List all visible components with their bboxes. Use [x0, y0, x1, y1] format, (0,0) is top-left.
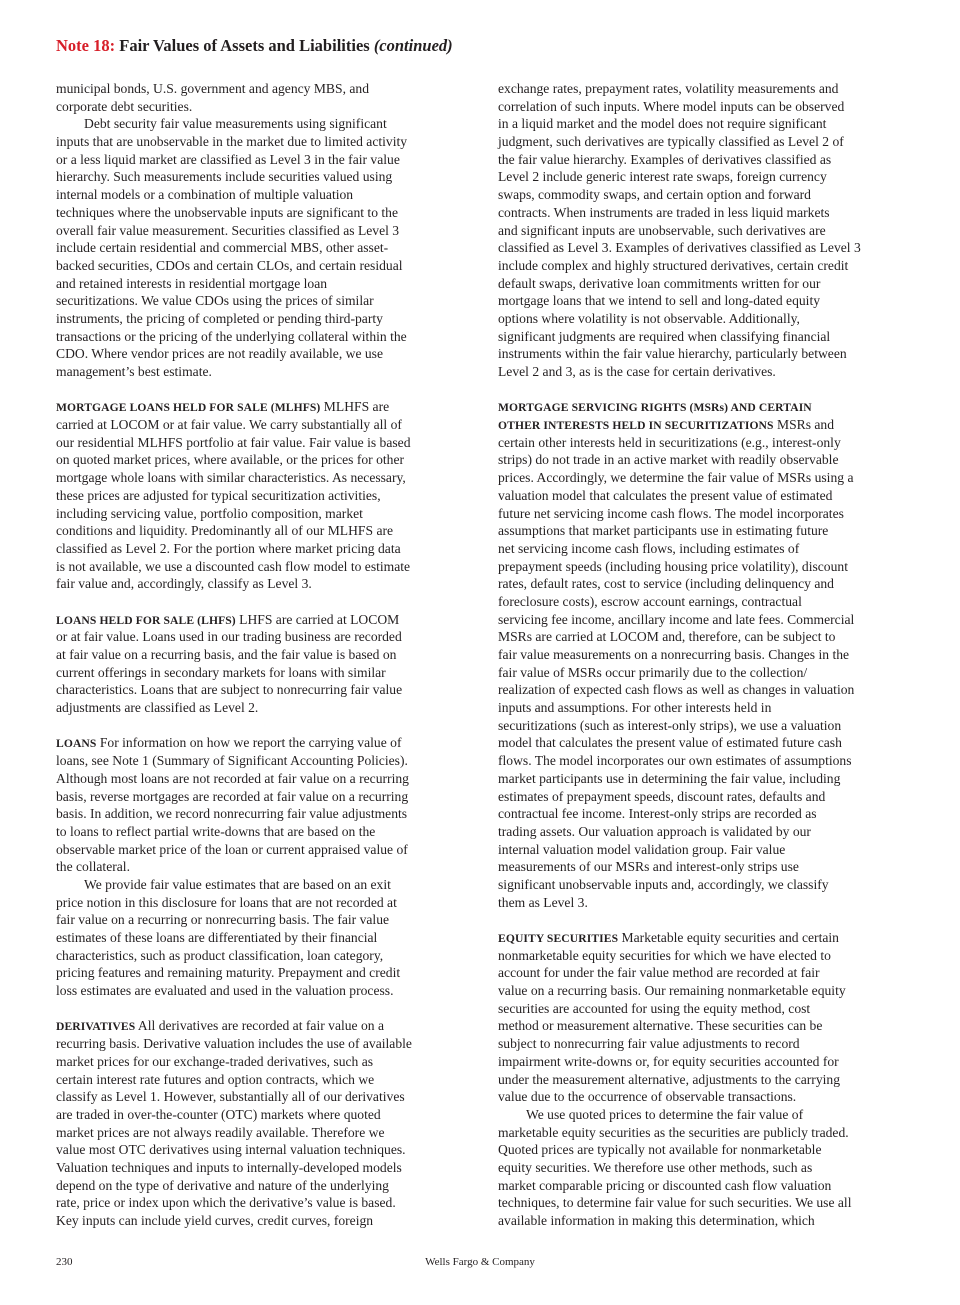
text-line: our residential MLHFS portfolio at fair value. Fair value is based	[56, 434, 411, 450]
text-line: account for under the fair value method are recorded at fair	[498, 965, 820, 981]
section-text: MSRs and	[773, 417, 835, 433]
section-first-line	[56, 734, 460, 752]
note-number: Note 18:	[56, 36, 116, 55]
text-line: on quoted market prices, where available, or the prices for other	[56, 452, 405, 468]
section-heading: MORTGAGE SERVICING RIGHTS (MSRs) AND CERTAIN	[498, 401, 812, 415]
text-line: basis, reverse mortgages are recorded at fair value on a recurring	[56, 788, 409, 804]
text-line: and retained interests in residential mortgage loan	[56, 275, 328, 291]
text-line: contracts. When instruments are traded in less liquid markets	[498, 204, 830, 220]
text-line: We use quoted prices to determine the fair value of	[526, 1106, 804, 1122]
section-text: For information on how we report the carrying value of	[96, 735, 402, 751]
text-line: or a less liquid market are classified as Level 3 in the fair value	[56, 151, 400, 167]
text-line: future net servicing income cash flows. The model incorporates	[498, 505, 844, 521]
right-column	[498, 80, 902, 1230]
section-first-line	[498, 929, 902, 947]
text-line: available information in making this determination, which	[498, 1213, 815, 1228]
text-line: securitizations. We value CDOs using the prices of similar	[56, 293, 374, 309]
left-column	[56, 80, 460, 1230]
text-line: market prices for our exchange-traded derivatives, such as	[56, 1053, 374, 1069]
text-line: management’s best estimate.	[56, 364, 212, 379]
section-text: LHFS are carried at LOCOM	[235, 611, 400, 627]
text-line: fair value on a recurring or nonrecurring basis. The fair value	[56, 912, 390, 928]
section-equity	[498, 929, 902, 1230]
note-continued: (continued)	[373, 36, 453, 55]
section-body	[56, 416, 460, 593]
text-line: fair value and, accordingly, classify as Level 3.	[56, 576, 312, 592]
text-line: options where volatility is not observable. Additionally,	[498, 310, 800, 326]
text-line: flows. The model incorporates our own estimates of assumptions	[498, 753, 852, 769]
page-number: 230	[56, 1256, 73, 1268]
text-line: the collateral.	[56, 859, 130, 875]
spacer	[56, 717, 460, 735]
text-line: contractual fee income. Interest-only strips are recorded as	[498, 806, 817, 822]
text-line: hierarchy. Such measurements include securities valued using	[56, 169, 393, 185]
text-line: MSRs are carried at LOCOM and, therefore, can be subject to	[498, 629, 836, 645]
text-line: Key inputs can include yield curves, credit curves, foreign	[56, 1213, 374, 1228]
text-line: classify as Level 1. However, substantially all of our derivatives	[56, 1089, 405, 1105]
text-line: loss estimates are evaluated and used in the valuation process.	[56, 983, 394, 999]
text-line: significant judgments are required when classifying financial	[498, 328, 831, 344]
text-line: nonmarketable equity securities for which we have elected to	[498, 947, 831, 963]
section-derivatives	[56, 1017, 460, 1229]
text-line: correlation of such inputs. Where model inputs can be observed	[498, 98, 845, 114]
text-line: internal valuation model validation group. Fair value	[498, 841, 786, 857]
text-line: Valuation techniques and inputs to internally-developed models	[56, 1159, 402, 1175]
text-line: pricing features and remaining maturity. Prepayment and credit	[56, 965, 401, 981]
text-line: model that calculates the present value of estimated future cash	[498, 735, 842, 751]
text-line: mortgage whole loans with similar characteristics. As necessary,	[56, 470, 406, 486]
text-line: to loans to reflect partial write-downs that are based on the	[56, 823, 376, 839]
section-loans	[56, 734, 460, 999]
section-first-line	[56, 611, 460, 629]
section-body	[56, 628, 460, 716]
text-line: mortgage loans that we intend to sell and long-dated equity	[498, 293, 821, 309]
text-line: default swaps, derivative loan commitments written for our	[498, 275, 821, 291]
section-heading: DERIVATIVES	[56, 1020, 136, 1034]
text-line: and significant inputs are unobservable, such derivatives are	[498, 222, 826, 238]
text-line: inputs and assumptions. For other interests held in	[498, 700, 772, 716]
text-line: value on a recurring basis. Our remaining nonmarketable equity	[498, 983, 846, 999]
text-line: include complex and highly structured derivatives, certain credit	[498, 257, 849, 273]
text-line: value due to the occurrence of observable transactions.	[498, 1089, 797, 1105]
text-line: basis. In addition, we record nonrecurring fair value adjustments	[56, 806, 408, 822]
text-line: including servicing value, portfolio composition, market	[56, 505, 363, 521]
spacer	[56, 593, 460, 611]
text-line: observable market price of the loan or current appraised value of	[56, 841, 408, 857]
text-line: them as Level 3.	[498, 894, 588, 910]
text-line: fair value measurements on a nonrecurring basis. Changes in the	[498, 647, 850, 662]
paragraph	[56, 115, 460, 380]
text-line: classified as Level 2. For the portion where market pricing data	[56, 540, 401, 556]
text-line: loans, see Note 1 (Summary of Significant Accounting Policies).	[56, 753, 408, 769]
text-line: net servicing income cash flows, including estimates of	[498, 540, 800, 556]
text-line: subject to nonrecurring fair value adjustments to record	[498, 1036, 800, 1052]
text-line: at fair value on a recurring basis, and the fair value is based on	[56, 647, 397, 662]
text-line: techniques where the unobservable inputs are significant to the	[56, 204, 399, 220]
note-title: Fair Values of Assets and Liabilities	[119, 36, 370, 55]
section-body	[498, 947, 902, 1106]
spacer	[56, 1000, 460, 1018]
text-line: impairment write-downs or, for equity securities accounted for	[498, 1053, 839, 1069]
text-line: prepayment speeds (including housing price volatility), discount	[498, 558, 848, 574]
section-first-line	[498, 416, 902, 434]
paragraph	[56, 80, 460, 115]
text-line: are traded in over-the-counter (OTC) markets where quoted	[56, 1106, 381, 1122]
text-line: instruments, the pricing of completed or pending third-party	[56, 310, 383, 326]
text-line: Although most loans are not recorded at fair value on a recurring	[56, 770, 409, 786]
text-line: securitizations (such as interest-only strips), we use a valuation	[498, 717, 842, 733]
spacer	[498, 381, 902, 399]
text-line: backed securities, CDOs and certain CLOs, and certain residual	[56, 257, 403, 273]
section-body	[56, 1035, 460, 1230]
text-line: estimates of prepayment speeds, discount rates, defaults and	[498, 788, 826, 804]
section-heading: EQUITY SECURITIES	[498, 932, 619, 945]
text-line: market participants use in determining the fair value, including	[498, 770, 841, 786]
section-heading: LOANS	[56, 737, 97, 751]
text-line: conditions and liquidity. Predominantly all of our MLHFS are	[56, 523, 394, 539]
text-line: Level 2 and 3, as is the case for certain derivatives.	[498, 364, 776, 379]
text-line: swaps, commodity swaps, and certain option and forward	[498, 187, 811, 203]
text-line: method or measurement alternative. These securities can be	[498, 1018, 823, 1034]
section-first-line	[56, 398, 460, 416]
text-line: realization of expected cash flows as well as changes in valuation	[498, 682, 855, 698]
text-line: municipal bonds, U.S. government and agency MBS, and	[56, 81, 369, 96]
spacer	[498, 911, 902, 929]
section-msr	[498, 398, 902, 911]
text-line: strips) do not trade in an active market with readily observable	[498, 452, 839, 468]
text-line: techniques, to determine fair value for such securities. We use all	[498, 1195, 852, 1211]
text-line: instruments within the fair value hierarchy, particularly between	[498, 346, 847, 362]
text-line: in a liquid market and the model does not require significant	[498, 116, 827, 132]
text-line: CDO. Where vendor prices are not readily available, we use	[56, 346, 383, 362]
text-line: exchange rates, prepayment rates, volatility measurements and	[498, 81, 839, 96]
text-line: adjustments are classified as Level 2.	[56, 700, 259, 716]
spacer	[56, 381, 460, 399]
section-body	[498, 1106, 902, 1230]
section-mlhfs	[56, 398, 460, 593]
text-line: judgment, such derivatives are typically classified as Level 2 of	[498, 134, 844, 150]
text-line: market prices are not always readily available. Therefore we	[56, 1124, 385, 1140]
text-line: fair value of MSRs occur primarily due to the collection/	[498, 664, 808, 680]
text-line: transactions or the pricing of the underlying collateral within the	[56, 328, 407, 344]
text-line: trading assets. Our valuation approach is validated by our	[498, 823, 811, 839]
text-line: inputs that are unobservable in the market due to limited activity	[56, 134, 408, 150]
text-line: measurements of our MSRs and interest-only strips use	[498, 859, 799, 875]
text-line: current offerings in secondary markets for loans with similar	[56, 664, 386, 680]
text-line: rates, default rates, cost to service (including delinquency and	[498, 576, 834, 592]
section-heading: MORTGAGE LOANS HELD FOR SALE (MLHFS)	[56, 401, 321, 415]
text-line: Level 2 include generic interest rate swaps, foreign currency	[498, 169, 827, 185]
section-body	[56, 876, 460, 1000]
text-line: internal models or a combination of multiple valuation	[56, 187, 354, 203]
text-line: assumptions that market participants use in estimating future	[498, 523, 829, 539]
text-line: rate, price or index upon which the derivative’s value is based.	[56, 1195, 396, 1211]
text-line: under the measurement alternative, adjustments to the carrying	[498, 1071, 840, 1087]
footer-company: Wells Fargo & Company	[425, 1256, 535, 1268]
text-line: overall fair value measurement. Securities classified as Level 3	[56, 222, 400, 238]
text-line: servicing fee income, ancillary income and late fees. Commercial	[498, 611, 855, 627]
text-line: certain interest rate futures and option contracts, which we	[56, 1071, 375, 1087]
text-line: marketable equity securities as the securities are publicly traded.	[498, 1124, 849, 1140]
section-lhfs	[56, 611, 460, 717]
text-line: value most OTC derivatives using internal valuation techniques.	[56, 1142, 406, 1158]
section-heading-line	[498, 398, 902, 416]
text-line: recurring basis. Derivative valuation includes the use of available	[56, 1036, 412, 1052]
text-line: valuation model that calculates the present value of estimated	[498, 487, 833, 503]
section-heading: OTHER INTERESTS HELD IN SECURITIZATIONS	[498, 419, 774, 433]
text-line: price notion in this disclosure for loans that are not recorded at	[56, 894, 397, 910]
text-line: prices. Accordingly, we determine the fair value of MSRs using a	[498, 470, 854, 486]
text-line: depend on the type of derivative and nature of the underlying	[56, 1177, 389, 1193]
section-text: MLHFS are	[320, 399, 390, 415]
text-line: Debt security fair value measurements using significant	[84, 116, 387, 132]
text-line: carried at LOCOM or at fair value. We carry substantially all of	[56, 417, 402, 433]
section-first-line	[56, 1017, 460, 1035]
section-heading: LOANS HELD FOR SALE (LHFS)	[56, 613, 236, 627]
paragraph	[498, 80, 902, 381]
text-line: characteristics. Loans that are subject to nonrecurring fair value	[56, 682, 403, 698]
section-text: Marketable equity securities and certain	[618, 930, 839, 945]
section-body	[498, 434, 902, 912]
text-line: or at fair value. Loans used in our trading business are recorded	[56, 629, 402, 645]
text-line: estimates of these loans are differentiated by their financial	[56, 930, 378, 945]
text-line: We provide fair value estimates that are based on an exit	[84, 876, 391, 892]
text-line: corporate debt securities.	[56, 98, 193, 114]
text-line: characteristics, such as product classification, loan category,	[56, 947, 384, 963]
text-line: securities are accounted for using the equity method, cost	[498, 1000, 811, 1016]
section-text: All derivatives are recorded at fair value on a	[135, 1018, 385, 1034]
text-line: Quoted prices are typically not available for nonmarketable	[498, 1142, 822, 1158]
text-line: certain other interests held in securitizations (e.g., interest-only	[498, 434, 841, 450]
section-body	[56, 752, 460, 876]
text-line: the fair value hierarchy. Examples of derivatives classified as	[498, 151, 832, 167]
text-line: foreclosure costs), escrow account earnings, contractual	[498, 593, 802, 609]
page-title	[56, 36, 453, 56]
text-line: is not available, we use a discounted cash flow model to estimate	[56, 558, 411, 574]
text-line: significant unobservable inputs and, accordingly, we classify	[498, 876, 829, 892]
text-line: include certain residential and commercial MBS, other asset-	[56, 240, 389, 256]
text-line: classified as Level 3. Examples of derivatives classified as Level 3	[498, 240, 861, 256]
text-line: equity securities. We therefore use other methods, such as	[498, 1159, 813, 1175]
text-line: market comparable pricing or discounted cash flow valuation	[498, 1177, 832, 1193]
text-line: these prices are adjusted for typical securitization activities,	[56, 487, 381, 503]
